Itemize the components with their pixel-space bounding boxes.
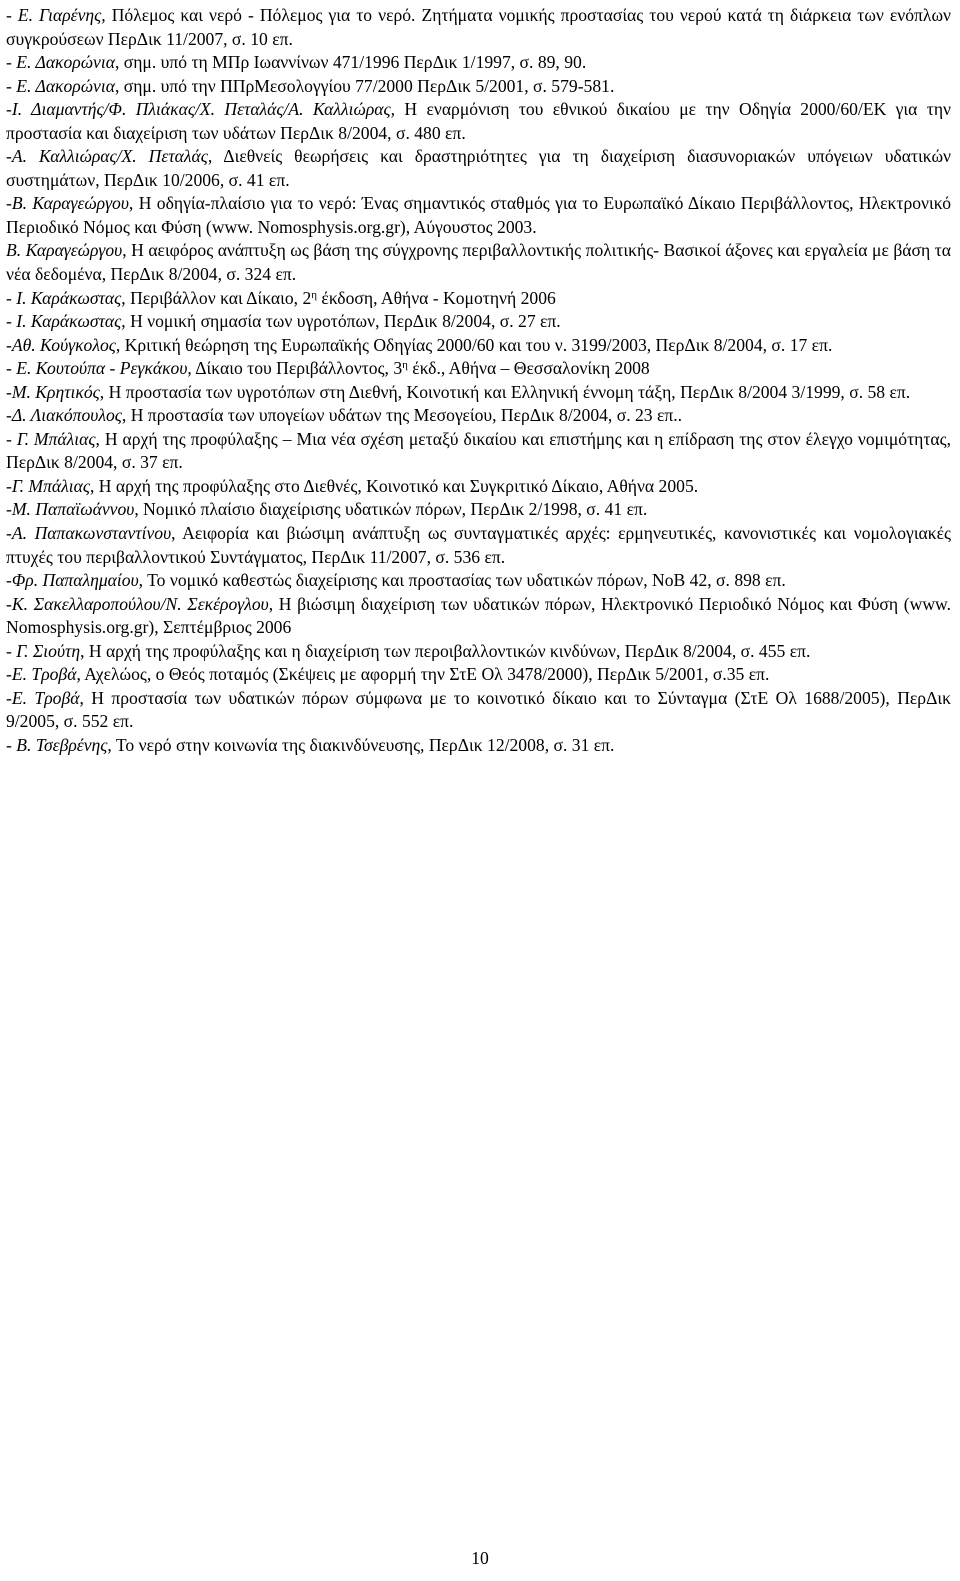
entry-author: Γ. Μπάλιας: [11, 475, 90, 496]
entry-author: Φρ. Παπαλημαίου: [11, 570, 139, 591]
entry-author: Ι. Διαμαντής/Φ. Πλιάκας/Χ. Πεταλάς/Α. Καλλιώρας,: [11, 99, 396, 120]
entry-text: , Διεθνείς θεωρήσεις και δραστηριότητες για τη διαχείριση διασυνοριακών υπόγειων υδατικών συστημάτων, ΠερΔικ 10/2006, σ. 41 επ.: [6, 146, 951, 190]
entry-text: , σημ. υπό την ΠΠρΜεσολογγίου 77/2000 ΠερΔικ 5/2001, σ. 579-581.: [114, 75, 615, 96]
entry-text: , σημ. υπό τη ΜΠρ Ιωαννίνων 471/1996 ΠερΔικ 1/1997, σ. 89, 90.: [114, 52, 587, 73]
bibliography-entry: [6, 498, 951, 522]
entry-author: Ε. Δακορώνια: [16, 75, 115, 96]
entry-author: Δ. Λιακόπουλος: [11, 405, 122, 426]
entry-prefix: -: [6, 358, 17, 379]
entry-text-continued: έκδ., Αθήνα – Θεσσαλονίκη 2008: [407, 358, 650, 379]
bibliography-entry: [6, 75, 951, 99]
entry-prefix: -: [6, 381, 12, 402]
entry-prefix: -: [6, 499, 12, 520]
entry-prefix: -: [6, 640, 17, 661]
entry-prefix: -: [6, 311, 17, 332]
entry-prefix: -: [6, 734, 17, 755]
entry-prefix: -: [6, 570, 12, 591]
bibliography-entry: [6, 51, 951, 75]
page-number: 10: [471, 1548, 489, 1568]
bibliography-entry: [6, 192, 951, 239]
entry-author: Α. Παπακωνσταντίνου: [11, 523, 172, 544]
entry-author: Αθ. Κούγκολος: [11, 334, 116, 355]
entry-author: Ε. Γιαρένης,: [17, 5, 106, 25]
entry-text-continued: έκδοση, Αθήνα - Κομοτηνή 2006: [317, 287, 556, 308]
bibliography-entry: [6, 239, 951, 286]
entry-author: Γ. Σιούτη: [16, 640, 81, 661]
entry-author: Β. Καραγεώργου: [6, 240, 123, 261]
entry-text: , Αειφορία και βιώσιμη ανάπτυξη ως συνταγματικές αρχές: ερμηνευτικές, κανονιστικές και νομολογιακές πτυχές του περιβαλλοντικού Συντάγματος, ΠερΔικ 11/2007, σ. 536 επ.: [6, 523, 952, 567]
entry-author: Β. Καραγεώργου: [11, 193, 129, 214]
entry-prefix: -: [6, 99, 12, 120]
entry-text: , Η βιώσιμη διαχείριση των υδατικών πόρων, Ηλεκτρονικό Περιοδικό Νόμος και Φύση (www. Nomosphysis.org.gr), Σεπτέμβριος 2006: [6, 593, 951, 638]
bibliography-entry: [6, 663, 951, 687]
entry-text: , Η προστασία των υδατικών πόρων σύμφωνα με το κοινοτικό δίκαιο και το Σύνταγμα (ΣτΕ Ολ 1688/2005), ΠερΔικ 9/2005, σ. 552 επ.: [6, 687, 951, 732]
entry-text: , Δίκαιο του Περιβάλλοντος, 3: [187, 358, 403, 379]
entry-author: Μ. Κρητικός: [11, 381, 100, 402]
bibliography-entry: [6, 522, 951, 569]
entry-text: , Το νομικό καθεστώς διαχείρισης και προστασίας των υδατικών πόρων, ΝοΒ 42, σ. 898 επ.: [138, 570, 786, 591]
bibliography-entry: [6, 475, 951, 499]
entry-author: Μ. Παπαϊωάννου: [11, 499, 135, 520]
bibliography-entry: [6, 593, 951, 640]
bibliography-entry: [6, 334, 951, 358]
entry-text: , Η αρχή της προφύλαξης – Μια νέα σχέση μεταξύ δικαίου και επιστήμης και η επίδραση της στον έλεγχο νομιμότητας, ΠερΔικ 8/2004, σ. 37 επ.: [6, 428, 951, 473]
entry-text: , Η οδηγία-πλαίσιο για το νερό: Ένας σημαντικός σταθμός για το Ευρωπαϊκό Δίκαιο Περιβάλλοντος, Ηλεκτρονικό Περιοδικό Νόμος και Φύση (www. Nomosphysis.org.gr), Αύγουστος 2003.: [6, 193, 951, 237]
entry-prefix: -: [6, 52, 17, 73]
bibliography-entry: [6, 145, 951, 192]
entry-author: Α. Καλλιώρας/Χ. Πεταλάς: [11, 146, 208, 167]
entry-author: Ι. Καράκωστας: [16, 311, 122, 332]
entry-prefix: -: [6, 593, 12, 614]
entry-text: Η εναρμόνιση του εθνικού δικαίου με την Οδηγία 2000/60/ΕΚ για την προστασία και διαχείριση των υδάτων ΠερΔικ 8/2004, σ. 480 επ.: [6, 99, 951, 143]
entry-prefix: -: [6, 428, 17, 449]
entry-author: Ε. Τροβά: [11, 687, 80, 708]
bibliography-entry: [6, 310, 951, 334]
bibliography-entry: [6, 4, 951, 51]
entry-author: Ε. Κουτούπα - Ρεγκάκου: [16, 358, 188, 379]
bibliography-entry: [6, 734, 951, 758]
entry-prefix: -: [6, 193, 12, 214]
entry-prefix: -: [6, 664, 12, 685]
entry-text: , Η αρχή της προφύλαξης στο Διεθνές, Κοινοτικό και Συγκριτικό Δίκαιο, Αθήνα 2005.: [90, 475, 699, 496]
entry-author: Ε. Τροβά: [11, 664, 77, 685]
entry-text: , Νομικό πλαίσιο διαχείρισης υδατικών πόρων, ΠερΔικ 2/1998, σ. 41 επ.: [134, 499, 648, 520]
bibliography-entry: [6, 381, 951, 405]
entry-superscript: η: [311, 288, 318, 301]
entry-text: , Η αειφόρος ανάπτυξη ως βάση της σύγχρονης περιβαλλοντικής πολιτικής- Βασικοί άξονες και εργαλεία με βάση τα νέα δεδομένα, ΠερΔικ 8/2004, σ. 324 επ.: [6, 240, 952, 285]
bibliography-entry: [6, 98, 951, 145]
entry-text: , Η προστασία των υγροτόπων στη Διεθνή, Κοινοτική και Ελληνική έννομη τάξη, ΠερΔικ 8/2004 3/1999, σ. 58 επ.: [99, 381, 911, 402]
bibliography-entry: [6, 687, 951, 734]
entry-text: , Αχελώος, ο Θεός ποταμός (Σκέψεις με αφορμή την ΣτΕ Ολ 3478/2000), ΠερΔικ 5/2001, σ.35 επ.: [76, 664, 770, 685]
entry-superscript: η: [402, 359, 408, 372]
bibliography-entry: [6, 404, 951, 428]
entry-author: Γ. Μπάλιας: [16, 428, 96, 449]
entry-prefix: -: [6, 287, 17, 308]
entry-author: Ι. Καράκωστας: [16, 287, 122, 308]
entry-prefix: -: [6, 475, 12, 496]
entry-text: , Περιβάλλον και Δίκαιο, 2: [121, 287, 312, 308]
entry-text: , Το νερό στην κοινωνία της διακινδύνευσης, ΠερΔικ 12/2008, σ. 31 επ.: [107, 734, 615, 755]
entry-author: Β. Τσεβρένης: [16, 734, 108, 755]
bibliography-list: [6, 4, 951, 758]
bibliography-entry: [6, 357, 951, 381]
bibliography-entry: [6, 640, 951, 664]
entry-prefix: -: [6, 75, 17, 96]
entry-author: Κ. Σακελλαροπούλου/Ν. Σεκέρογλου: [11, 593, 269, 614]
entry-text: Πόλεμος και νερό - Πόλεμος για το νερό. Ζητήματα νομικής προστασίας του νερού κατά τη διάρκεια των ενόπλων συγκρούσεων ΠερΔικ 11/2007, σ. 10 επ.: [6, 5, 951, 49]
bibliography-entry: [6, 569, 951, 593]
entry-author: Ε. Δακορώνια: [16, 52, 115, 73]
bibliography-entry: [6, 428, 951, 475]
entry-text: , Η νομική σημασία των υγροτόπων, ΠερΔικ 8/2004, σ. 27 επ.: [121, 311, 561, 332]
bibliography-entry: [6, 287, 951, 311]
entry-text: , Η αρχή της προφύλαξης και η διαχείριση των περοιβαλλοντικών κινδύνων, ΠερΔικ 8/2004, σ. 455 επ.: [80, 640, 811, 661]
entry-prefix: -: [6, 405, 12, 426]
entry-prefix: -: [6, 146, 12, 167]
entry-prefix: -: [6, 5, 18, 25]
entry-text: , Η προστασία των υπογείων υδάτων της Μεσογείου, ΠερΔικ 8/2004, σ. 23 επ..: [121, 405, 683, 426]
entry-prefix: -: [6, 523, 12, 544]
entry-prefix: -: [6, 687, 12, 708]
entry-prefix: -: [6, 334, 12, 355]
entry-text: , Κριτική θεώρηση της Ευρωπαϊκής Οδηγίας 2000/60 και του ν. 3199/2003, ΠερΔικ 8/2004, σ. 17 επ.: [115, 334, 833, 355]
